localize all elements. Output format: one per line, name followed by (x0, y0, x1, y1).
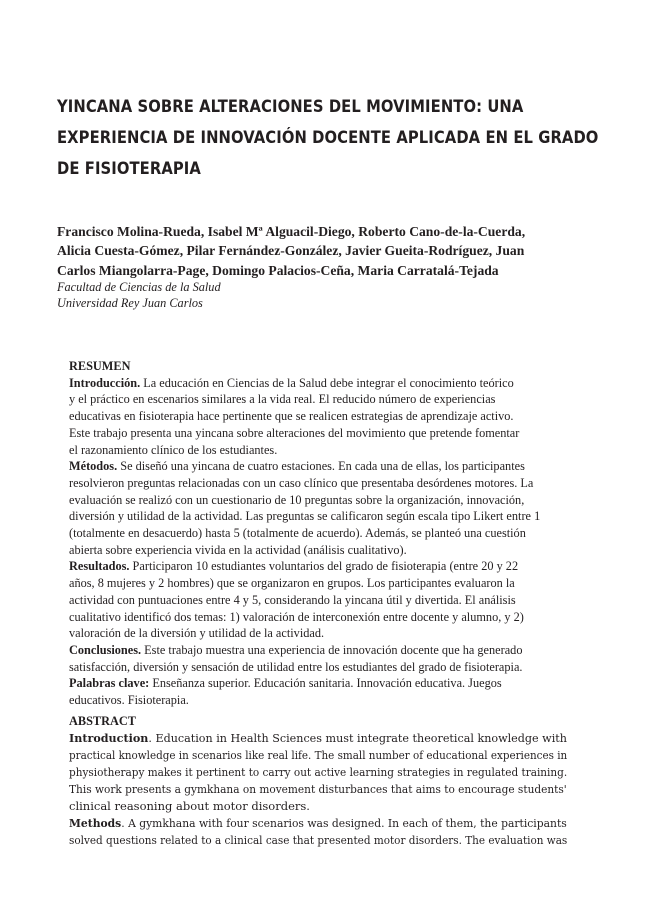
resumen-line: y el práctico en escenarios similares a la vida real. El reducido número de experiencias (69, 392, 496, 407)
resumen-line: resolvieron preguntas relacionadas con un caso clínico que presentaba desórdenes motores. La (69, 475, 534, 490)
author-line: Carlos Miangolarra-Page, Domingo Palacios-Ceña, Maria Carratalá-Tejada (57, 262, 499, 278)
resumen-line: el razonamiento clínico de los estudiantes. (69, 442, 278, 457)
resumen-line (69, 558, 567, 575)
resumen-line (69, 642, 567, 659)
resumen-line: diversión y utilidad de la actividad. Las preguntas se calificaron según escala tipo Likert entre 1 (69, 509, 541, 524)
affiliation-line: Universidad Rey Juan Carlos (57, 296, 203, 311)
abstract-section (69, 713, 567, 849)
abstract-line: practical knowledge in scenarios like real life. The small number of educational experiences in (69, 748, 568, 762)
resumen-line: valoración de la diversión y utilidad de la actividad. (69, 626, 325, 641)
conclusiones-label: Conclusiones. (69, 642, 142, 657)
resumen-heading: RESUMEN (69, 359, 131, 373)
title-line: YINCANA SOBRE ALTERACIONES DEL MOVIMIENTO: UNA (57, 97, 524, 117)
text-run: Se diseñó una yincana de cuatro estaciones. En cada una de ellas, los participantes (117, 459, 525, 474)
resumen-line: satisfacción, diversión y sensación de utilidad entre los estudiantes del grado de fisioterapia. (69, 659, 523, 674)
resumen-line: abierta sobre experiencia vivida en la actividad (análisis cualitativo). (69, 542, 407, 557)
abstract-line (69, 815, 567, 832)
abstract-line (69, 730, 567, 747)
resumen-line: cualitativo identificó dos temas: 1) valoración de interconexión entre docente y alumno, y 2) (69, 609, 524, 624)
resultados-label: Resultados. (69, 559, 130, 574)
text-run: . Education in Health Sciences must integrate theoretical knowledge with (148, 731, 567, 745)
resumen-line: años, 8 mujeres y 2 hombres) que se organizaron en grupos. Los participantes evaluaron la (69, 576, 515, 591)
text-run: La educación en Ciencias de la Salud debe integrar el conocimiento teórico (140, 375, 514, 390)
intro-label: Introducción. (69, 375, 141, 390)
resumen-line (69, 375, 567, 392)
affiliation-line: Facultad de Ciencias de la Salud (57, 280, 221, 294)
abstract-line: This work presents a gymkhana on movement disturbances that aims to encourage students' (69, 782, 567, 796)
metodos-label: Métodos. (69, 459, 118, 474)
resumen-line: Este trabajo presenta una yincana sobre alteraciones del movimiento que pretende fomentar (69, 425, 520, 440)
abstract-line: physiotherapy makes it pertinent to carry out active learning strategies in regulated training. (69, 765, 568, 779)
affiliation (57, 279, 597, 312)
title-line: EXPERIENCIA DE INNOVACIÓN DOCENTE APLICADA EN EL GRADO (57, 128, 599, 148)
resumen-section (69, 358, 567, 709)
abstract-line: clinical reasoning about motor disorders. (69, 799, 310, 813)
author-line: Alicia Cuesta-Gómez, Pilar Fernández-González, Javier Gueita-Rodríguez, Juan (57, 243, 525, 259)
paper-title (57, 92, 599, 185)
text-run: . A gymkhana with four scenarios was designed. In each of them, the participants (121, 816, 567, 830)
text-run: Participaron 10 estudiantes voluntarios del grado de fisioterapia (entre 20 y 22 (129, 559, 519, 574)
author-line: Francisco Molina-Rueda, Isabel Mª Alguacil-Diego, Roberto Cano-de-la-Cuerda, (57, 224, 526, 239)
text-run: Enseñanza superior. Educación sanitaria. Innovación educativa. Juegos (149, 676, 502, 691)
resumen-line (69, 675, 567, 692)
author-list (57, 222, 597, 280)
resumen-line: (totalmente en desacuerdo) hasta 5 (totalmente de acuerdo). Además, se planteó una cuestión (69, 526, 526, 541)
resumen-line: actividad con puntuaciones entre 4 y 5, considerando la yincana útil y divertida. El análisis (69, 592, 516, 607)
resumen-line: evaluación se realizó con un cuestionario de 10 preguntas sobre la organización, innovación, (69, 492, 525, 507)
palabras-clave-label: Palabras clave: (69, 676, 150, 691)
text-run: Este trabajo muestra una experiencia de innovación docente que ha generado (141, 642, 523, 657)
resumen-line (69, 458, 567, 475)
title-line: DE FISIOTERAPIA (57, 159, 201, 179)
abstract-heading: ABSTRACT (69, 714, 136, 728)
resumen-line: educativos. Fisioterapia. (69, 693, 189, 708)
abstract-line: solved questions related to a clinical case that presented motor disorders. The evaluation was (69, 833, 568, 847)
methods-label: Methods (69, 816, 122, 830)
introduction-label: Introduction (69, 731, 149, 745)
resumen-line: educativas en fisioterapia hace pertinente que se realicen estrategias de aprendizaje activo. (69, 409, 514, 424)
